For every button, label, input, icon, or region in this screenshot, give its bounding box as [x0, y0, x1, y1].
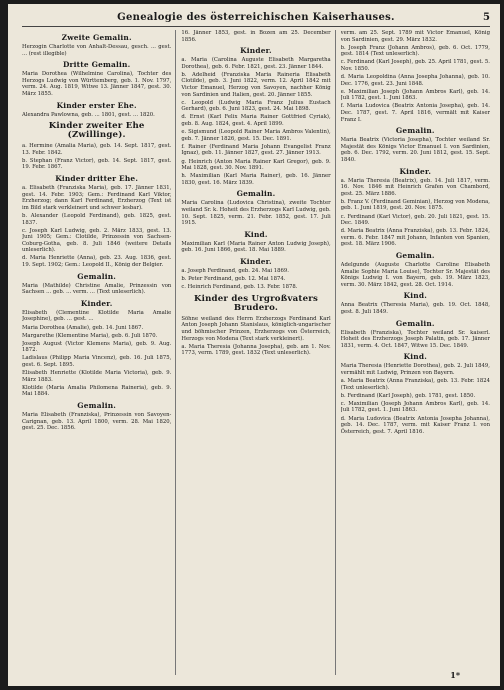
- section-heading: Kind.: [403, 291, 427, 301]
- genealogy-entry: d. Maria Leopoldina (Anna Josepha Johanna), geb. 10. Dec. 1776, gest. 23. Juni 1848.: [340, 74, 490, 87]
- document-page: [8, 4, 500, 686]
- column-1: [22, 30, 176, 675]
- section-heading: Kinder.: [240, 256, 272, 266]
- genealogy-entry: a. Maria Beatrix (Anna Franziska), geb. 13. Febr. 1824 (Text unleserlich).: [340, 378, 490, 391]
- genealogy-entry: a. Joseph Ferdinand, geb. 24. Mai 1869.: [181, 267, 289, 274]
- genealogy-entry: Ladislaus (Philipp Maria Vincenz), geb. 16. Juli 1875, gest. 6. Sept. 1895.: [22, 355, 172, 368]
- genealogy-entry: Adelgunde (Auguste Charlotte Caroline Elisabeth Amalie Sophie Maria Louise), Tochter Sr. Majestät des Königs Ludwig I. von Bayern, geb. 19. März 1823, verm. 30. März 1842, gest. 28. Oct. 1914.: [340, 262, 490, 288]
- genealogy-entry: c. Heinrich Ferdinand, geb. 13. Febr. 1878.: [181, 284, 298, 291]
- column-3: [341, 30, 490, 675]
- page-number: 5: [483, 11, 490, 23]
- genealogy-entry: h. Maximilian (Karl Maria Rainer), geb. 16. Jänner 1830, gest. 16. März 1839.: [181, 173, 331, 186]
- genealogy-entry: c. Ferdinand (Karl Joseph), geb. 25. April 1781, gest. 5. Nov. 1850.: [340, 59, 490, 72]
- section-heading: Kinder.: [80, 298, 113, 308]
- genealogy-entry: Elisabeth (Clementine Klotilde Maria Amalie Josephine), geb. ... gest. ...: [22, 309, 172, 323]
- genealogy-entry: d. Maria Ludovica (Beatrix Antonia Josepha Johanna), geb. 14. Dec. 1787, verm. mit Kaiser Franz I. von Österreich, gest. 7. April 1816.: [340, 415, 490, 435]
- section-heading: Gemalin.: [395, 126, 435, 136]
- genealogy-entry: e. Maximilian Joseph (Johann Ambros Karl), geb. 14. Juli 1782, gest. 1. Juni 1863.: [340, 88, 490, 102]
- column-2: [181, 30, 335, 675]
- genealogy-entry: Alexandra Pawlowna, geb. ... 1801, gest. ... 1820.: [22, 111, 155, 118]
- section-heading: Gemalin.: [395, 251, 435, 261]
- genealogy-entry: Maria Dorothea (Amalie), geb. 14. Juni 1867.: [22, 324, 144, 331]
- genealogy-entry: b. Ferdinand (Karl Joseph), geb. 1781, gest. 1850.: [340, 392, 476, 399]
- page-header: [22, 10, 490, 27]
- genealogy-entry: Klotilde (Maria Amalia Philomena Raineria), geb. 9. Mai 1884.: [22, 384, 172, 398]
- genealogy-entry: a. Maria Theresia (Beatrix), geb. 14. Juli 1817, verm. 16. Nov. 1846 mit Heinrich Grafen von Chambord, gest. 25. März 1886.: [340, 177, 490, 197]
- genealogy-entry: b. Peter Ferdinand, geb. 12. Mai 1874.: [181, 276, 286, 283]
- genealogy-entry: c. Joseph Karl Ludwig, geb. 2. März 1833, gest. 13. Juni 1905; Gem.: Clotilde, Prinzessin von Sachsen-Coburg-Gotha, geb. 8. Juli 1846 (weitere Details unleserlich).: [22, 227, 172, 254]
- genealogy-entry: c. Ferdinand (Karl Victor), geb. 20. Juli 1821, gest. 15. Dec. 1849.: [340, 213, 490, 227]
- section-heading: Zweite Gemalin.: [61, 33, 132, 42]
- genealogy-entry: f. Rainer (Ferdinand Maria Johann Evangelist Franz Ignaz), geb. 11. Jänner 1827, gest. 27. Jänner 1913.: [181, 143, 331, 157]
- genealogy-entry: b. Joseph Franz (Johann Ambros), geb. 6. Oct. 1779, gest. 1814 (Text unleserlich).: [340, 44, 490, 58]
- genealogy-entry: c. Maximilian (Joseph Johann Ambros Karl), geb. 14. Juli 1782, gest. 1. Juni 1863.: [340, 400, 490, 414]
- genealogy-entry: g. Heinrich (Anton Maria Rainer Karl Gregor), geb. 9. Mai 1828, gest. 30. Nov. 1891.: [181, 158, 331, 172]
- genealogy-entry: b. Adelheid (Franziska Maria Raineria Elisabeth Clotilde), geb. 3. Juni 1822, verm. 12. April 1842 mit Victor Emanuel, Herzog von Savoyen, nachher König von Sardinien und Italien, gest. 20. Jänner 1855.: [181, 71, 331, 98]
- section-heading: Gemalin.: [395, 318, 435, 328]
- genealogy-entry: Maria Theresia (Henriette Dorothea), geb. 2. Juli 1849, vermählt mit Ludwig, Prinzen von Bayern.: [340, 363, 490, 376]
- genealogy-entry: a. Elisabeth (Franziska Maria), geb. 17. Jänner 1831, gest. 14. Febr. 1903; Gem.: Ferdinand Karl Viktor, Erzherzog; dann Karl Ferdinand, Erzherzog (Text ist im Bild stark verkleinert und schwer lesbar).: [22, 185, 172, 211]
- genealogy-entry: d. Maria Henriette (Anna), geb. 23. Aug. 1836, gest. 19. Sept. 1902; Gem.: Leopold II., König der Belgier.: [22, 255, 172, 269]
- section-heading: Kinder erster Ehe.: [56, 100, 137, 110]
- genealogy-entry: Maximilian Karl (Maria Rainer Anton Ludwig Joseph), geb. 16. Juni 1866, gest. 18. Mai 1889.: [181, 240, 331, 254]
- genealogy-entry: d. Ernst (Karl Felix Maria Rainer Gottfried Cyriak), geb. 8. Aug. 1824, gest. 4. April 1899.: [181, 114, 331, 128]
- section-heading: Kinder.: [240, 46, 272, 56]
- section-heading: Kinder.: [399, 166, 432, 176]
- genealogy-entry: Söhne weiland des Herrn Erzherzogs Ferdinand Karl Anton Joseph Johann Stanislaus, königlich-ungarischer und böhmischer Prinzen, Erzherzogs von Österreich, Herzogs von Modena (Text stark verkleinert).: [181, 315, 331, 342]
- section-heading: Kind.: [244, 229, 268, 239]
- text-columns: [22, 30, 490, 675]
- genealogy-entry: b. Franz V. (Ferdinand Geminian), Herzog von Modena, geb. 1. Juni 1819, gest. 20. Nov. 1875.: [340, 198, 490, 212]
- genealogy-entry: Maria Carolina (Ludovica Christina), zweite Tochter weiland Sr. k. Hoheit des Erzherzogs Karl Ludwig, geb. 10. Sept. 1825, verm. 21. Febr. 1852, gest. 17. Juli 1915.: [181, 200, 331, 227]
- genealogy-entry: Maria (Mathilde) Christine Amalie, Prinzessin von Sachsen ... geb. ... verm. ... (Text unleserlich).: [22, 282, 172, 296]
- section-heading: Gemalin.: [236, 189, 276, 199]
- genealogy-entry: 16. Jänner 1853, gest. in Bozen am 25. December 1856.: [181, 30, 331, 43]
- section-heading: Kinder dritter Ehe.: [55, 174, 139, 184]
- section-heading: Gemalin.: [77, 271, 117, 281]
- genealogy-entry: a. Maria Theresia (Johanna Josepha), geb. am 1. Nov. 1773, verm. 1789, gest. 1832 (Text unleserlich).: [181, 343, 331, 357]
- genealogy-entry: a. Hermine (Amalia Maria), geb. 14. Sept. 1817, gest. 13. Febr. 1842.: [22, 143, 172, 156]
- genealogy-entry: c. Leopold (Ludwig Maria Franz Julius Eustach Gerhard), geb. 6. Juni 1823, gest. 24. Mai 1898.: [181, 99, 331, 113]
- genealogy-entry: f. Maria Ludovica (Beatrix Antonia Josepha), geb. 14. Dec. 1787, gest. 7. April 1816, vermält mit Kaiser Franz I.: [340, 103, 490, 123]
- genealogy-entry: d. Maria Beatrix (Anna Franziska), geb. 13. Febr. 1824, verm. 6. Febr. 1847 mit Johann, Infanten von Spanien, gest. 18. März 1906.: [340, 228, 490, 248]
- genealogy-entry: Herzogin Charlotte von Anhalt-Dessau, gesch. ... gest. ... (rest illegible): [22, 44, 172, 57]
- genealogy-entry: Joseph August (Victor Klemens Maria), geb. 9. Aug. 1872.: [22, 340, 172, 354]
- genealogy-entry: Anna Beatrix (Theresia Maria), geb. 19. Oct. 1848, gest. 8. Juli 1849.: [340, 302, 490, 315]
- genealogy-entry: e. Sigismund (Leopold Rainer Maria Ambros Valentin), geb. 7. Jänner 1826, gest. 15. Dec. 1891.: [181, 129, 331, 142]
- genealogy-entry: b. Stephan (Franz Victor), geb. 14. Sept. 1817, gest. 19. Febr. 1867.: [22, 157, 172, 171]
- genealogy-entry: a. Maria (Carolina Auguste Elisabeth Margaretha Dorothea), geb. 6. Febr. 1821, gest. 23. Jänner 1844.: [181, 57, 331, 70]
- genealogy-entry: b. Alexander (Leopold Ferdinand), geb. 1825, gest. 1837.: [22, 212, 172, 226]
- genealogy-entry: Maria Elisabeth (Franziska), Prinzessin von Savoyen-Carignan, geb. 13. April 1800, verm. 28. Mai 1820, gest. 25. Dec. 1856.: [22, 411, 172, 432]
- section-heading: Gemalin.: [77, 400, 117, 410]
- page-title: Genealogie des österreichischen Kaiserhauses.: [117, 11, 395, 23]
- genealogy-entry: Maria Dorothea (Wilhelmine Carolina), Tochter des Herzogs Ludwig von Württemberg, geb. 1. Nov. 1797, verm. 24. Aug. 1819, Witwe 13. Jänner 1847, gest. 30. März 1855.: [22, 71, 172, 97]
- section-heading: Kinder zweiter Ehe (Zwillinge).: [48, 121, 145, 141]
- section-heading: Kinder des Urgroßvaters Brudero.: [193, 293, 319, 313]
- genealogy-entry: Margarethe (Klementine Maria), geb. 6. Juli 1870.: [22, 332, 158, 339]
- genealogy-entry: Elisabeth (Franziska), Tochter weiland Sr. kaiserl. Hoheit des Erzherzogs Joseph Palatin, geb. 17. Jänner 1831, verm. 4. Oct. 1847, Witwe 15. Dec. 1849.: [340, 329, 490, 349]
- sheet-signature: 1*: [450, 670, 460, 680]
- genealogy-entry: Maria Beatrix (Victoria Josepha), Tochter weiland Sr. Majestät des Königs Victor Emanuel I. von Sardinien, geb. 6. Dec. 1792, verm. 20. Juni 1812, gest. 15. Sept. 1840.: [340, 137, 490, 163]
- genealogy-entry: Elisabeth Henriette (Klotilde Maria Victoria), geb. 9. März 1883.: [22, 370, 172, 383]
- section-heading: Dritte Gemalin.: [62, 60, 131, 70]
- genealogy-entry: verm. am 25. Sept. 1789 mit Victor Emanuel, König von Sardinien, gest. 29. März 1832.: [340, 30, 490, 43]
- section-heading: Kind.: [403, 352, 427, 362]
